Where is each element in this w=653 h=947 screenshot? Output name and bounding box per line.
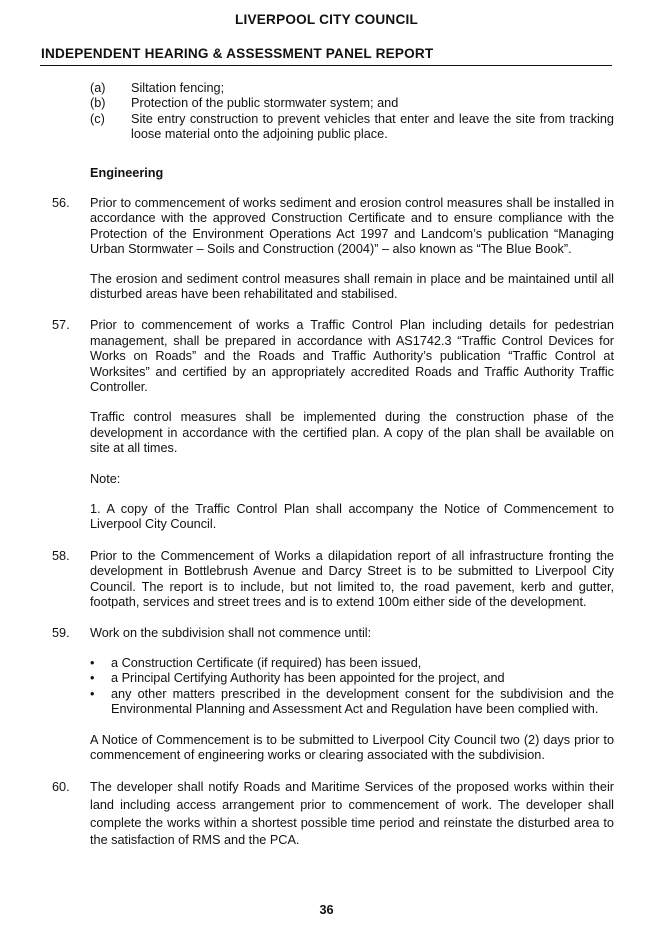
list-item xyxy=(0,96,653,111)
condition-text: The developer shall notify Roads and Maritime Services of the proposed works within their land including access arrangement prior to commencement of work. The developer shall complete the works within a shortest possible time period and reinstate the disturbed area to the satisfaction of RMS and the PCA. xyxy=(90,780,614,848)
bullet-icon: • xyxy=(90,686,95,701)
condition-57 xyxy=(0,318,653,532)
condition-58 xyxy=(0,549,653,611)
condition-59 xyxy=(0,626,653,764)
condition-text-continued: The erosion and sediment control measures shall remain in place and be maintained until all disturbed areas have been rehabilitated and stabilised. xyxy=(90,271,614,301)
condition-60 xyxy=(0,779,653,849)
condition-number: 60. xyxy=(52,780,70,795)
list-item-text: Siltation fencing; xyxy=(131,81,225,95)
page-number: 36 xyxy=(319,903,334,917)
bullet-text: any other matters prescribed in the development consent for the subdivision and the Environmental Planning and Assessment Act and Regulation have been complied with. xyxy=(111,686,614,717)
bullet-text: a Construction Certificate (if required) has been issued, xyxy=(111,655,422,670)
condition-number: 57. xyxy=(52,318,70,333)
bullet-text: a Principal Certifying Authority has been appointed for the project, and xyxy=(111,671,505,686)
note-text: 1. A copy of the Traffic Control Plan shall accompany the Notice of Commencement to Liverpool City Council. xyxy=(90,502,614,532)
condition-number: 58. xyxy=(52,548,70,563)
condition-text: Work on the subdivision shall not commence until: xyxy=(90,625,372,640)
condition-number: 56. xyxy=(52,195,70,210)
condition-text: Prior to the Commencement of Works a dilapidation report of all infrastructure fronting the development in Bottlebrush Avenue and Darcy Street is to be submitted to Liverpool City Council. The report is to include, but not limited to, the road pavement, kerb and gutter, footpath, services and street trees and is to extend 100m either side of the development. xyxy=(90,548,614,610)
list-item-text: Site entry construction to prevent vehicles that enter and leave the site from tracking loose material onto the adjoining public place. xyxy=(131,111,614,142)
bullet-icon: • xyxy=(90,671,95,686)
condition-text-continued: A Notice of Commencement is to be submitted to Liverpool City Council two (2) days prior to commencement of engineering works or clearing associated with the subdivision. xyxy=(90,732,614,762)
list-item xyxy=(0,112,653,143)
report-title: INDEPENDENT HEARING & ASSESSMENT PANEL REPORT xyxy=(41,46,434,61)
condition-text: Prior to commencement of works sediment and erosion control measures shall be installed in accordance with the approved Construction Certificate and to ensure compliance with the Protection of the Environment Operations Act 1997 and Landcom’s publication “Managing Urban Stormwater – Soils and Construction (2004)” – also known as “The Blue Book”. xyxy=(90,195,614,257)
bullet-icon: • xyxy=(90,655,95,670)
note-label: Note: xyxy=(90,471,121,486)
list-item-label: (a) xyxy=(90,81,106,95)
condition-number: 59. xyxy=(52,625,70,640)
document-body xyxy=(0,81,653,850)
bullet-item xyxy=(90,656,614,671)
condition-text-continued: Traffic control measures shall be implemented during the construction phase of the development in accordance with the certified plan. A copy of the plan shall be available on site at all times. xyxy=(90,410,614,456)
header-rule xyxy=(40,65,612,66)
section-heading: Engineering xyxy=(90,165,164,180)
bullet-item xyxy=(90,671,614,686)
condition-text: Prior to commencement of works a Traffic Control Plan including details for pedestrian management, shall be prepared in accordance with AS1742.3 “Traffic Control Devices for Works on Roads” and the Roads and Traffic Authority’s publication “Traffic Control at Worksites” and certified by an appropriately accredited Roads and Traffic Authority Traffic Controller. xyxy=(90,318,614,395)
list-item-label: (b) xyxy=(90,96,106,111)
bullet-item xyxy=(90,687,614,718)
list-item-label: (c) xyxy=(90,111,105,126)
section-heading-row xyxy=(0,166,653,181)
council-name: LIVERPOOL CITY COUNCIL xyxy=(235,12,418,27)
condition-56 xyxy=(0,196,653,302)
list-item xyxy=(0,81,653,96)
bullet-list xyxy=(90,656,614,718)
list-item-text: Protection of the public stormwater system; and xyxy=(131,96,399,111)
